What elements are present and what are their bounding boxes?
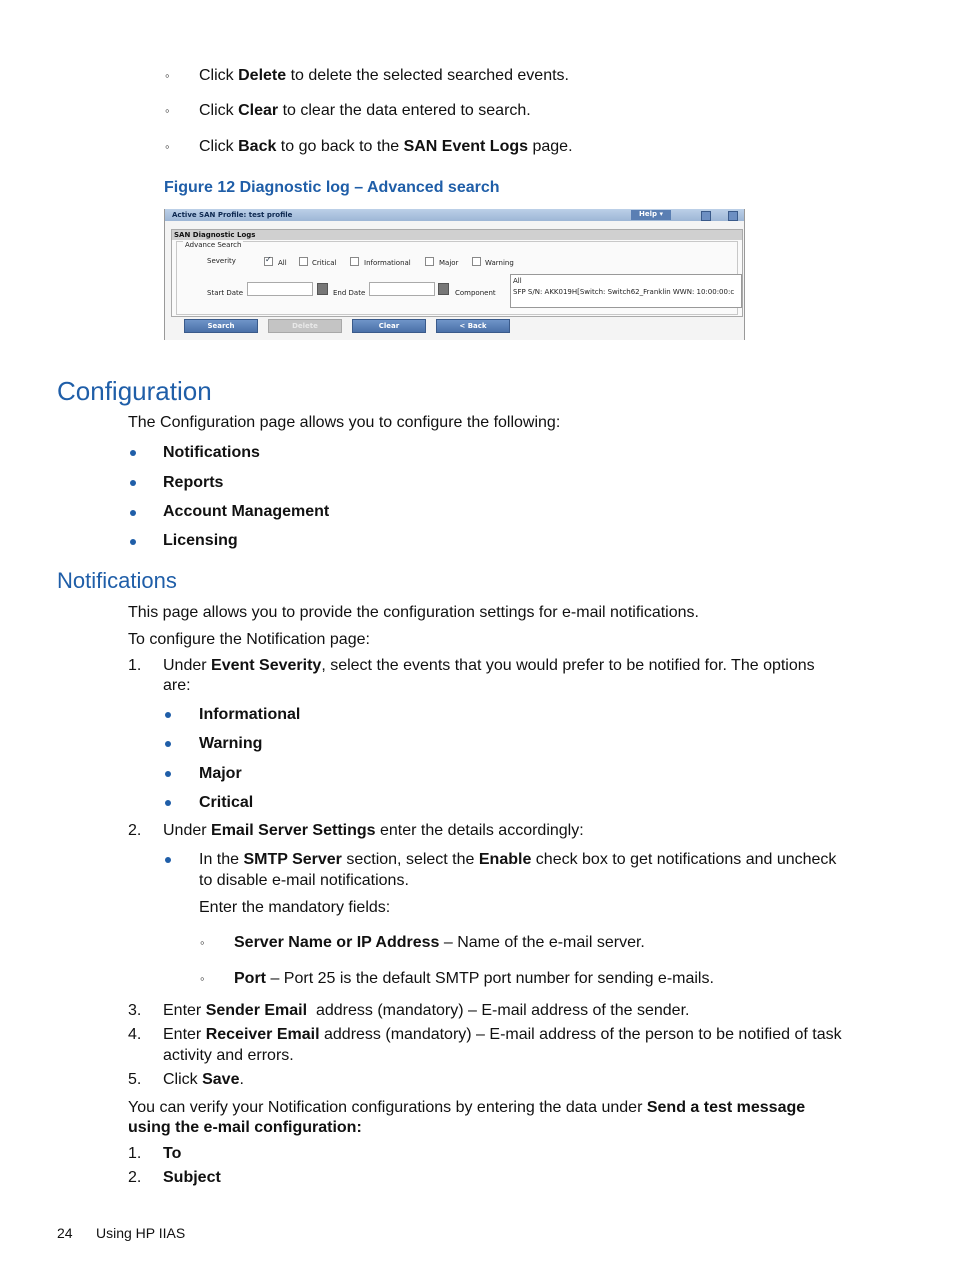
circle-bullet: ◦: [200, 971, 205, 986]
severity-critical: Critical: [199, 794, 254, 811]
search-button[interactable]: Search: [184, 319, 258, 333]
severity-major: Major: [199, 765, 242, 782]
test-item-subject: Subject: [163, 1169, 221, 1186]
checkbox-critical-label: Critical: [312, 259, 337, 267]
figure-caption: Figure 12 Diagnostic log – Advanced search: [164, 179, 500, 196]
component-list[interactable]: [510, 274, 742, 308]
bullet-dot: [130, 510, 136, 516]
calendar-icon[interactable]: [438, 283, 449, 295]
restore-icon[interactable]: [701, 211, 711, 221]
step-number: 3.: [128, 1002, 142, 1019]
step-3: Enter Sender Email address (mandatory) – E-mail address of the sender.: [163, 1002, 690, 1019]
config-item-reports: Reports: [163, 474, 224, 491]
test-item-to: To: [163, 1145, 182, 1162]
checkbox-all-label: All: [278, 259, 287, 267]
severity-warning: Warning: [199, 735, 263, 752]
start-date-label: Start Date: [207, 289, 244, 297]
bullet-dot: [165, 712, 171, 718]
bullet-back: Click Back to go back to the SAN Event Logs page.: [199, 138, 573, 155]
step-number: 2.: [128, 822, 142, 839]
step-4: Enter Receiver Email address (mandatory) – E-mail address of the person to be notified of task: [163, 1026, 842, 1043]
help-menu-button[interactable]: Help ▾: [631, 210, 671, 220]
clear-button[interactable]: Clear: [352, 319, 426, 333]
component-option[interactable]: SFP S/N: AKK019H[Switch: Switch62_Franklin WWN: 10:00:00:c: [513, 288, 735, 296]
checkbox-warning-label: Warning: [485, 259, 514, 267]
step-number: 1.: [128, 657, 142, 674]
component-option[interactable]: All: [513, 277, 522, 285]
circle-bullet: ◦: [165, 68, 170, 83]
notifications-intro: This page allows you to provide the configuration settings for e-mail notifications.: [128, 604, 699, 621]
severity-label: Severity: [207, 257, 236, 265]
delete-button[interactable]: Delete: [268, 319, 342, 333]
step-1-cont: are:: [163, 677, 191, 694]
checkbox-major[interactable]: [425, 257, 434, 266]
config-item-notifications: Notifications: [163, 444, 260, 461]
step-number: 4.: [128, 1026, 142, 1043]
circle-bullet: ◦: [200, 935, 205, 950]
panel-header: SAN Diagnostic Logs: [172, 230, 742, 240]
minimize-icon[interactable]: [728, 211, 738, 221]
smtp-instruction: In the SMTP Server section, select the Enable check box to get notifications and uncheck: [199, 851, 837, 868]
step-number: 5.: [128, 1071, 142, 1088]
checkbox-all[interactable]: [264, 257, 273, 266]
step-1: Under Event Severity, select the events that you would prefer to be notified for. The options: [163, 657, 815, 674]
mandatory-fields-label: Enter the mandatory fields:: [199, 899, 391, 916]
config-item-licensing: Licensing: [163, 532, 238, 549]
component-label: Component: [455, 289, 496, 297]
end-date-label: End Date: [333, 289, 366, 297]
checkbox-major-label: Major: [439, 259, 459, 267]
bullet-clear: Click Clear to clear the data entered to search.: [199, 102, 531, 119]
bullet-dot: [130, 480, 136, 486]
figure-screenshot: [164, 209, 745, 340]
end-date-input[interactable]: [369, 282, 435, 296]
field-port: Port – Port 25 is the default SMTP port number for sending e-mails.: [234, 970, 714, 987]
advance-search-label: Advance Search: [185, 241, 242, 249]
footer-title: Using HP IIAS: [96, 1225, 186, 1241]
bullet-dot: [165, 741, 171, 747]
notifications-heading: Notifications: [57, 568, 177, 593]
step-4-cont: activity and errors.: [163, 1047, 294, 1064]
smtp-instruction-cont: to disable e-mail notifications.: [199, 872, 409, 889]
configuration-intro: The Configuration page allows you to configure the following:: [128, 414, 561, 431]
verify-text: You can verify your Notification configurations by entering the data under Send a test message: [128, 1099, 806, 1116]
checkbox-critical[interactable]: [299, 257, 308, 266]
active-profile-label: Active SAN Profile: test profile: [172, 211, 293, 219]
back-button[interactable]: < Back: [436, 319, 510, 333]
bullet-dot: [165, 800, 171, 806]
diagnostic-logs-panel: [171, 229, 743, 317]
checkbox-informational-label: Informational: [364, 259, 411, 267]
bullet-dot: [130, 539, 136, 545]
bullet-dot: [165, 771, 171, 777]
bullet-dot: [165, 857, 171, 863]
step-number: 1.: [128, 1145, 142, 1162]
checkbox-informational[interactable]: [350, 257, 359, 266]
circle-bullet: ◦: [165, 139, 170, 154]
verify-text-cont: using the e-mail configuration:: [128, 1119, 362, 1136]
configuration-heading: Configuration: [57, 376, 212, 406]
page-number: 24: [57, 1225, 73, 1241]
circle-bullet: ◦: [165, 103, 170, 118]
step-number: 2.: [128, 1169, 142, 1186]
notifications-configure: To configure the Notification page:: [128, 631, 370, 648]
severity-informational: Informational: [199, 706, 301, 723]
checkbox-warning[interactable]: [472, 257, 481, 266]
profile-bar: [165, 209, 744, 221]
step-2: Under Email Server Settings enter the details accordingly:: [163, 822, 584, 839]
calendar-icon[interactable]: [317, 283, 328, 295]
start-date-input[interactable]: [247, 282, 313, 296]
bullet-dot: [130, 450, 136, 456]
config-item-account-management: Account Management: [163, 503, 330, 520]
field-server-name: Server Name or IP Address – Name of the e-mail server.: [234, 934, 645, 951]
step-5: Click Save.: [163, 1071, 244, 1088]
bullet-delete: Click Delete to delete the selected searched events.: [199, 67, 569, 84]
